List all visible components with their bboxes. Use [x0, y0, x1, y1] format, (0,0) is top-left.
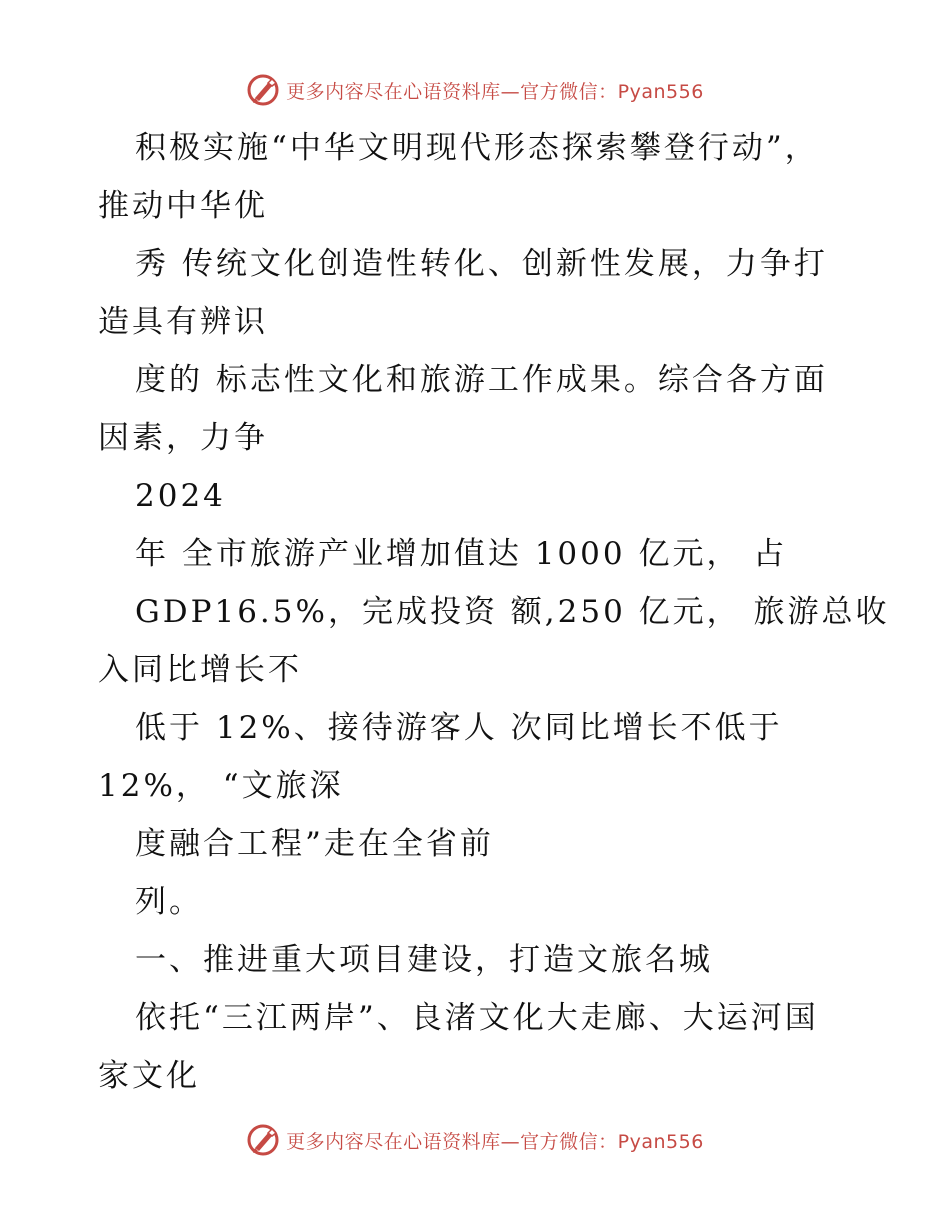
body-line: 入同比增长不 [98, 652, 302, 688]
body-line: 度融合工程”走在全省前 [135, 826, 494, 862]
body-line: 度的 标志性文化和旅游工作成果。综合各方面 [135, 362, 828, 398]
watermark-text [286, 77, 704, 104]
body-line: 家文化 [98, 1058, 200, 1094]
body-line: 年 全市旅游产业增加值达 1000 亿元， 占 [135, 536, 788, 572]
watermark-text [286, 1127, 704, 1154]
body-line: 秀 传统文化创造性转化、创新性发展，力争打 [135, 246, 828, 282]
body-line: GDP16.5%，完成投资 额,250 亿元， 旅游总收 [135, 594, 890, 630]
body-line: 积极实施“中华文明现代形态探索攀登行动”， [135, 130, 819, 166]
footer-watermark [0, 1120, 950, 1160]
pen-logo-icon [246, 73, 280, 107]
watermark-main-text: 更多内容尽在心语资料库—官方微信： [286, 80, 618, 103]
body-line: 推动中华优 [98, 188, 268, 224]
body-line: 12%， “文旅深 [98, 768, 344, 804]
body-line: 因素，力争 [98, 420, 268, 456]
header-watermark [0, 70, 950, 110]
body-line: 低于 12%、接待游客人 次同比增长不低于 [135, 710, 783, 746]
body-line: 列。 [135, 884, 203, 920]
body-line: 2024 [135, 478, 226, 514]
watermark-wechat-id: Pyan556 [617, 1130, 704, 1153]
pen-logo-icon [246, 1123, 280, 1157]
watermark-main-text: 更多内容尽在心语资料库—官方微信： [286, 1130, 618, 1153]
body-line: 造具有辨识 [98, 304, 268, 340]
watermark-wechat-id: Pyan556 [617, 80, 704, 103]
section-heading: 一、推进重大项目建设，打造文旅名城 [135, 942, 713, 978]
body-line: 依托“三江两岸”、良渚文化大走廊、大运河国 [135, 1000, 819, 1036]
